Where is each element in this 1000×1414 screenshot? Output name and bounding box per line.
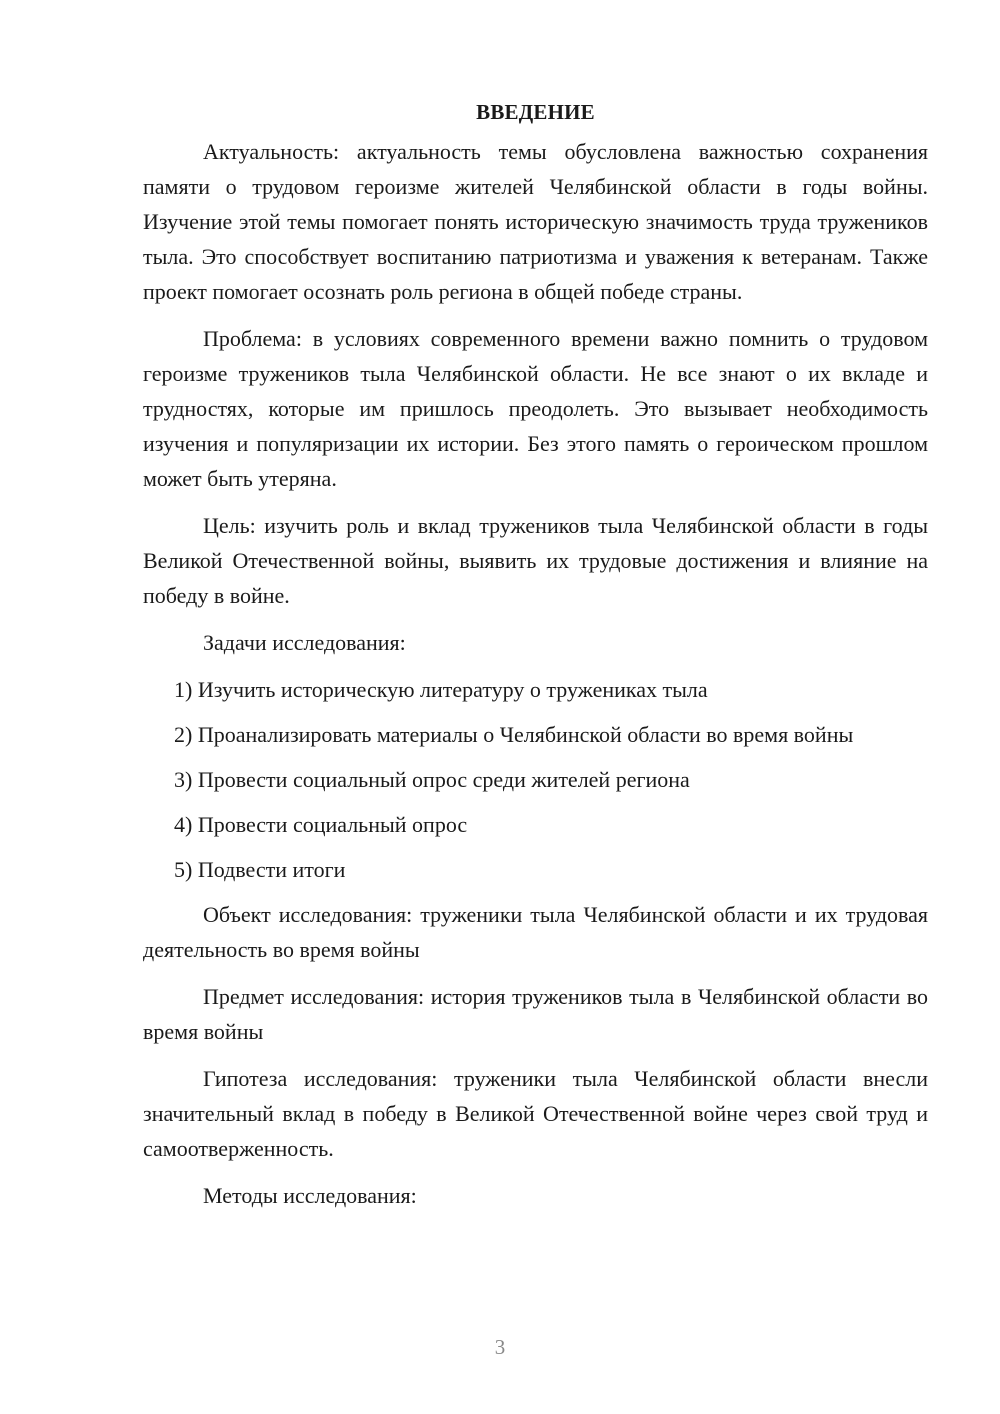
task-item-4: 4) Провести социальный опрос — [174, 812, 468, 837]
goal-paragraph: Цель: изучить роль и вклад тружеников тыла Челябинской области в годы Великой Отечественной войны, выявить их трудовые достижения и влияние на победу в войне. — [143, 513, 928, 608]
subject-paragraph: Предмет исследования: история тружеников тыла в Челябинской области во время войны — [143, 984, 928, 1044]
problem-paragraph: Проблема: в условиях современного времени важно помнить о трудовом героизме тружеников тыла Челябинской области. Не все знают о их вкладе и трудностях, которые им пришлось преодолеть. Это вызывает необходимость изучения и популяризации их истории. Без этого память о героическом прошлом может быть утеряна. — [143, 326, 928, 491]
page-content — [143, 94, 928, 1225]
task-item-3: 3) Провести социальный опрос среди жителей региона — [174, 767, 690, 792]
page-number: 3 — [494, 1335, 506, 1359]
task-item-2: 2) Проанализировать материалы о Челябинской области во время войны — [174, 722, 854, 747]
methods-heading: Методы исследования: — [203, 1183, 417, 1208]
object-paragraph: Объект исследования: труженики тыла Челябинской области и их трудовая деятельность во время войны — [143, 902, 928, 962]
relevance-paragraph: Актуальность: актуальность темы обусловлена важностью сохранения памяти о трудовом героизме жителей Челябинской области в годы войны. Изучение этой темы помогает понять историческую значимость труда тружеников тыла. Это способствует воспитанию патриотизма и уважения к ветеранам. Также проект помогает осознать роль региона в общей победе страны. — [143, 139, 928, 304]
tasks-list — [143, 672, 928, 887]
task-item-1: 1) Изучить историческую литературу о тружениках тыла — [174, 677, 708, 702]
hypothesis-paragraph: Гипотеза исследования: труженики тыла Челябинской области внесли значительный вклад в победу в Великой Отечественной войне через свой труд и самоотверженность. — [143, 1066, 928, 1161]
section-title: ВВЕДЕНИЕ — [476, 100, 595, 124]
tasks-heading: Задачи исследования: — [203, 630, 406, 655]
task-item-5: 5) Подвести итоги — [174, 857, 346, 882]
